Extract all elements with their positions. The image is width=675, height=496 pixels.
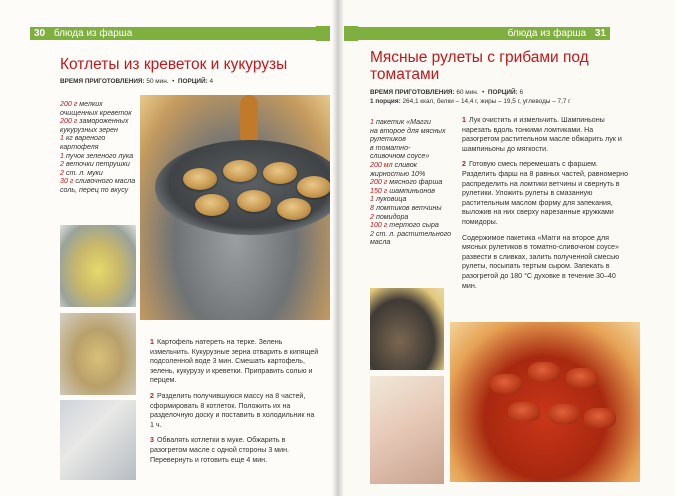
- roll-shape: [548, 404, 580, 424]
- step1-frying-photo: [370, 288, 444, 370]
- roll-shape: [584, 408, 616, 428]
- ingredient-quantity: 2: [60, 168, 64, 177]
- roll-shape: [490, 374, 522, 394]
- recipe-step: [462, 234, 630, 292]
- ingredient-item: [370, 118, 460, 127]
- right-recipe-title: Мясные рулеты с грибами под томатами: [370, 49, 589, 83]
- ingredient-item: [370, 161, 460, 170]
- ingredient-text: шампиньонов: [389, 186, 435, 195]
- right-page: [338, 0, 675, 496]
- ingredient-item: [60, 126, 146, 135]
- step-text: Картофель натереть на терке. Зелень измельчить. Кукурузные зерна отварить в кипящей подсоленной воде 3 мин. Смешать картофель, зелень, кукурузу и креветки. Приправить солью и перцем.: [150, 338, 319, 385]
- ingredient-text: сливочного масла: [75, 177, 136, 186]
- cutlet-shape: [263, 162, 297, 184]
- ingredient-quantity: 150 г: [370, 186, 388, 195]
- ingredient-quantity: 2: [370, 229, 374, 238]
- step2-rolling-photo: [370, 376, 444, 484]
- ingredient-quantity: 200 г: [370, 178, 388, 187]
- cutlet-shape: [223, 160, 257, 182]
- right-page-number: 31: [594, 28, 606, 39]
- ingredient-item: [60, 186, 146, 195]
- ingredient-text: ломтиков ветчины: [375, 203, 442, 212]
- step-text: Содержимое пакетика «Магги на второе для мясных рулетиков в томатно-сливочном соусе» развести в сливках, залить полученной смесью рулеты, посыпать тертым сыром. Запекать в разогретой до 180 °С духовке в течение 30–40 мин.: [462, 233, 620, 290]
- ingredient-text: помидора: [375, 212, 409, 221]
- right-section-header: [358, 27, 610, 40]
- step-text: Лук очистить и измельчить. Шампиньоны нарезать вдоль тонкими ломтиками. На разогретом растительном масле обжарить лук и шампиньоны до мягкости.: [462, 116, 622, 153]
- left-recipe-meta: ВРЕМЯ ПРИГОТОВЛЕНИЯ: 50 мин. • ПОРЦИЙ: 4: [60, 78, 214, 85]
- ingredient-item: [370, 221, 460, 230]
- cutlet-shape: [277, 198, 311, 220]
- ingredient-item: [370, 187, 460, 196]
- ingredient-text: сливочном соусе»: [370, 152, 430, 161]
- cutlet-shape: [297, 176, 330, 198]
- ingredient-text: веточки петрушки: [65, 160, 130, 169]
- ingredient-quantity: 1: [370, 118, 374, 126]
- step-number: 1: [462, 116, 466, 124]
- ingredient-item: [370, 195, 460, 204]
- left-section-name: блюда из фарша: [53, 28, 133, 39]
- left-ingredients-list: [60, 100, 146, 195]
- ingredient-text: замороженных: [79, 117, 129, 126]
- step-number: 3: [150, 436, 154, 445]
- cutlet-shape: [183, 168, 217, 190]
- ingredient-item: [370, 127, 460, 136]
- ingredient-text: жирностью 10%: [370, 169, 426, 178]
- ingredient-text: рулетиков: [370, 135, 406, 144]
- step-number: 2: [150, 391, 154, 400]
- left-steps: [150, 338, 320, 471]
- ingredient-item: [370, 213, 460, 222]
- ingredient-quantity: 200 г: [60, 100, 78, 108]
- step-number: 2: [462, 160, 466, 169]
- ingredient-quantity: 2: [60, 160, 64, 169]
- ingredient-item: [370, 144, 460, 153]
- ingredient-text: пучок зеленого лука: [65, 151, 134, 160]
- ingredient-text: тертого сыра: [389, 221, 439, 230]
- ingredient-quantity: 8: [370, 203, 374, 212]
- cutlet-shape: [195, 194, 229, 216]
- left-recipe-title: Котлеты из креветок и кукурузы: [60, 56, 288, 73]
- right-section-name: блюда из фарша: [507, 28, 587, 39]
- ingredient-item: [60, 117, 146, 126]
- ingredient-quantity: 1: [60, 151, 64, 160]
- step3-tray-photo: [60, 400, 136, 480]
- ingredient-text: кукурузных зерен: [60, 125, 118, 134]
- ingredient-text: луковица: [375, 195, 407, 204]
- ingredient-text: ст. л. растительного: [375, 229, 452, 238]
- ingredient-text: очищенных креветок: [60, 108, 132, 117]
- ingredient-item: [60, 134, 146, 143]
- step2-forming-photo: [60, 313, 136, 395]
- right-recipe-meta: ВРЕМЯ ПРИГОТОВЛЕНИЯ: 60 мин. • ПОРЦИЙ: 6 1 порция: 264,1 ккал, белки – 14,4 г, жиры – 19,5 г, углеводы – 7,7 г: [370, 89, 571, 105]
- baked-rolls-dish-photo: [450, 322, 640, 482]
- roll-shape: [508, 402, 540, 422]
- ingredient-item: [370, 135, 460, 144]
- pan-handle-shape: [240, 95, 258, 145]
- step-text: Готовую смесь перемешать с фаршем. Разделить фарш на 8 равных частей, равномерно распределить на ломтики ветчины и свернуть в рулетики. Уложить рулеты в смазанную растительным маслом форму для запекания, выложив на них сверху нарезанные кружками помидоры.: [462, 160, 629, 226]
- right-header-cap: [344, 26, 358, 41]
- ingredient-text: соль, перец по вкусу: [60, 185, 129, 194]
- ingredient-item: [370, 170, 460, 179]
- ingredient-text: в томатно-: [370, 143, 411, 152]
- ingredient-quantity: 1: [60, 134, 64, 143]
- right-ingredients-list: [370, 118, 460, 247]
- left-section-header: [30, 27, 319, 40]
- ingredient-item: [60, 160, 146, 169]
- step-text: Разделить получившуюся массу на 8 частей, сформировать 8 котлеток. Положить их на разделочную доску и поставить в холодильник на 1 ч.: [150, 391, 315, 429]
- recipe-step: [150, 392, 320, 430]
- ingredient-item: [60, 143, 146, 152]
- recipe-step: [150, 338, 320, 386]
- right-steps: [462, 116, 630, 297]
- ingredient-text: сливок: [394, 160, 417, 169]
- ingredient-item: [370, 178, 460, 187]
- ingredient-quantity: 200 г: [60, 117, 78, 126]
- book-spine-shadow: [332, 0, 344, 496]
- ingredient-quantity: 200 мл: [370, 160, 393, 169]
- ingredient-item: [370, 230, 460, 239]
- ingredient-text: ст. л. муки: [65, 168, 103, 177]
- ingredient-item: [60, 177, 146, 186]
- ingredient-text: пакетик «Магги: [375, 118, 431, 126]
- ingredient-item: [370, 238, 460, 247]
- ingredient-quantity: 100 г: [370, 221, 388, 230]
- cutlet-shape: [237, 190, 271, 212]
- ingredient-quantity: 2: [370, 212, 374, 221]
- roll-shape: [528, 362, 560, 382]
- ingredient-item: [60, 100, 146, 109]
- step-number: 1: [150, 338, 154, 346]
- roll-shape: [566, 368, 598, 388]
- ingredient-item: [370, 204, 460, 213]
- frying-pan-shape: [155, 140, 330, 235]
- ingredient-quantity: 30 г: [60, 177, 74, 186]
- left-header-cap: [316, 26, 330, 41]
- ingredient-item: [60, 109, 146, 118]
- step1-mixing-photo: [60, 225, 136, 307]
- ingredient-text: мясного фарша: [389, 178, 443, 187]
- ingredient-text: кг вареного: [65, 134, 106, 143]
- ingredient-item: [60, 169, 146, 178]
- left-page-number: 30: [34, 28, 46, 39]
- recipe-step: [462, 160, 630, 227]
- ingredient-item: [370, 152, 460, 161]
- step-text: Обвалять котлетки в муке. Обжарить в разогретом масле с одной стороны 3 мин. Перевернуть и готовить еще 4 мин.: [150, 436, 289, 464]
- ingredient-quantity: 1: [370, 195, 374, 204]
- ingredient-text: картофеля: [60, 142, 99, 151]
- ingredient-text: масла: [370, 238, 391, 247]
- recipe-step: [150, 436, 320, 465]
- ingredient-text: мелких: [79, 100, 103, 108]
- recipe-step: [462, 116, 630, 154]
- ingredient-text: на второе для мясных: [370, 126, 446, 135]
- cutlets-pan-photo: [140, 95, 330, 320]
- ingredient-item: [60, 152, 146, 161]
